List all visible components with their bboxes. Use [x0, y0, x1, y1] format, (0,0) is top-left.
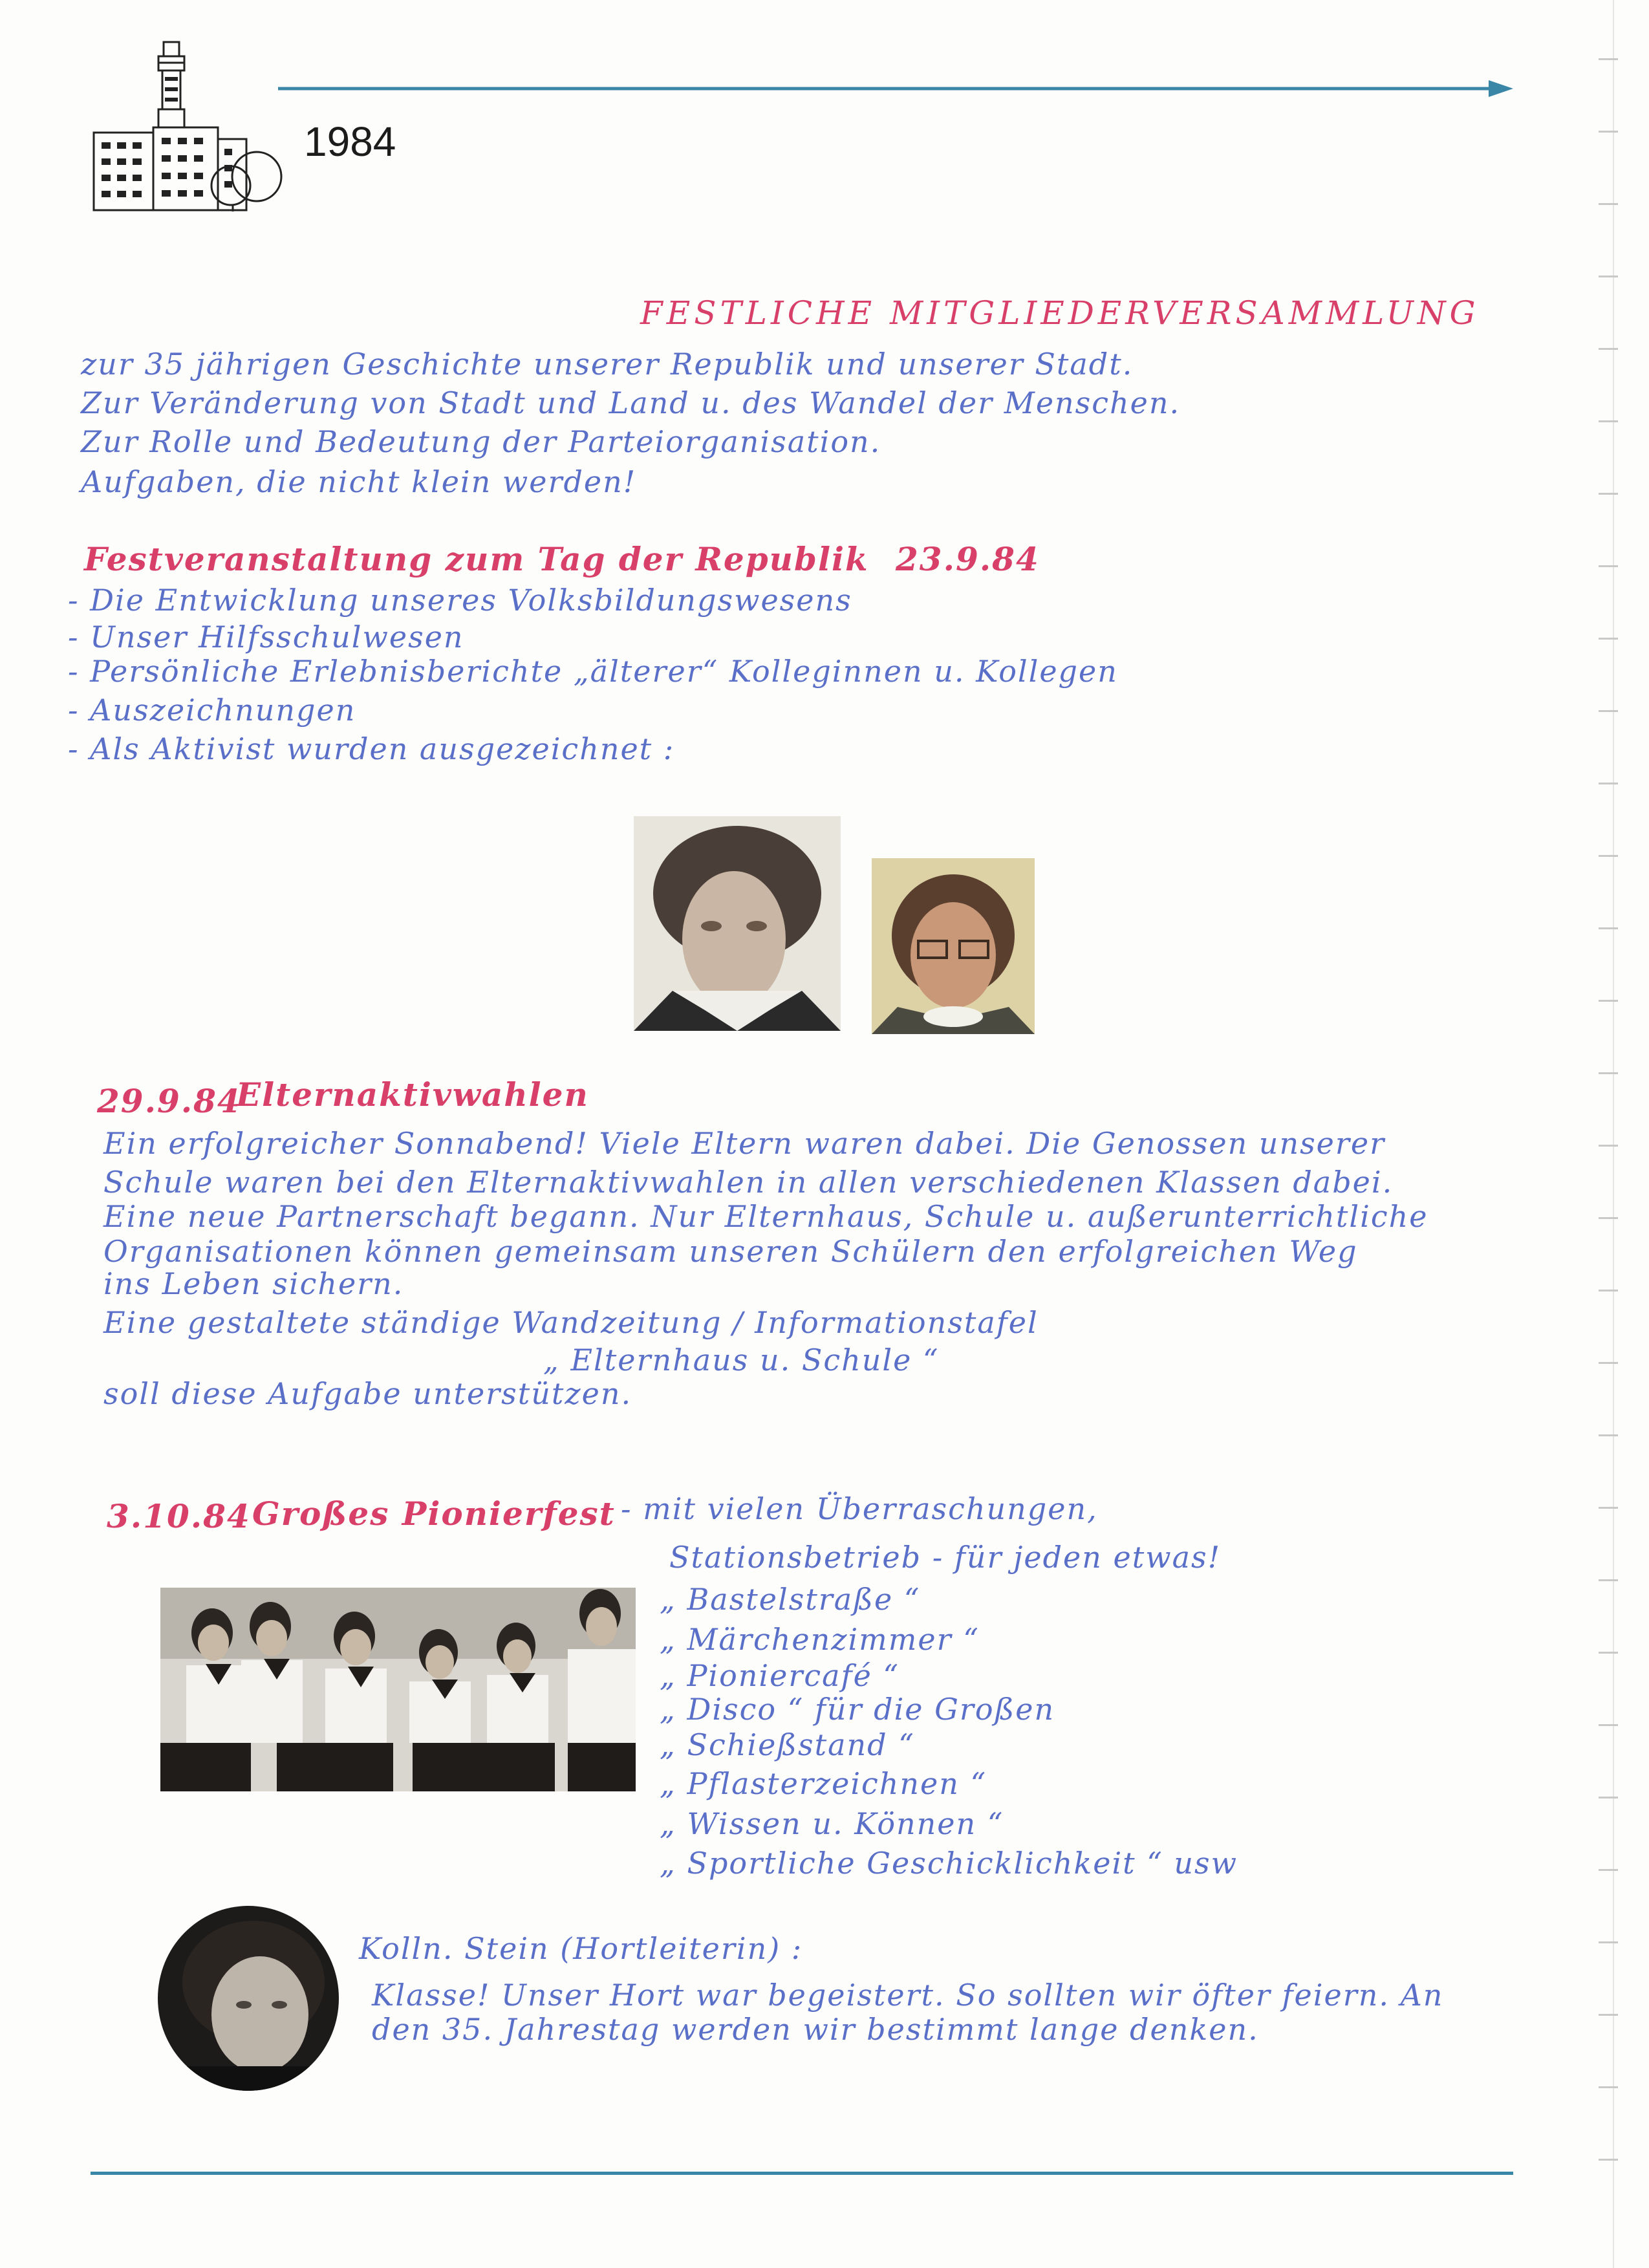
section2-item-5: - Als Aktivist wurden ausgezeichnet :: [68, 731, 675, 766]
binder-tick-mark: [1599, 855, 1618, 857]
section4-item-3: „ Pioniercafé “: [660, 1658, 900, 1693]
binder-tick-mark: [1599, 565, 1618, 567]
section1-line-4: Aufgaben, die nicht klein werden!: [81, 464, 637, 499]
binder-tick-mark: [1599, 710, 1618, 712]
section3-line-1: Ein erfolgreicher Sonnabend! Viele Eltern waren dabei. Die Genossen unserer: [103, 1126, 1386, 1161]
section1-line-3: Zur Rolle und Bedeutung der Parteiorganisation.: [81, 424, 881, 459]
hortleiterin-portrait: [156, 1905, 341, 2092]
section3-line-5: ins Leben sichern.: [103, 1266, 404, 1301]
binder-tick-mark: [1599, 131, 1618, 133]
binder-edge-line: [1613, 0, 1614, 2268]
section2-item-1: - Die Entwicklung unseres Volksbildungswesens: [68, 583, 852, 618]
binder-tick-mark: [1599, 1217, 1618, 1219]
quote-line-2: den 35. Jahrestag werden wir bestimmt lange denken.: [372, 2012, 1259, 2047]
tower-building-logo: [87, 36, 294, 217]
binder-tick-mark: [1599, 1652, 1618, 1654]
section4-item-1: „ Bastelstraße “: [660, 1582, 921, 1617]
binder-edge: [1558, 0, 1649, 2268]
section3-date: 29.9.84: [97, 1082, 241, 1120]
section4-item-8: „ Sportliche Geschicklichkeit “ usw: [660, 1846, 1238, 1881]
top-rule-arrow: [278, 79, 1513, 98]
section3-title: Elternaktivwahlen: [236, 1075, 589, 1114]
section2-item-3: - Persönliche Erlebnisberichte „älterer“ Kolleginnen u. Kollegen: [68, 654, 1118, 689]
binder-tick-mark: [1599, 1869, 1618, 1871]
binder-tick-mark: [1599, 348, 1618, 350]
section4-item-6: „ Pflasterzeichnen “: [660, 1766, 987, 1801]
binder-tick-mark: [1599, 783, 1618, 784]
section2-item-4: - Auszeichnungen: [68, 693, 356, 728]
binder-tick-mark: [1599, 1000, 1618, 1002]
year-label: 1984: [304, 118, 396, 165]
section1-line-1: zur 35 jährigen Geschichte unserer Republik und unserer Stadt.: [81, 347, 1134, 382]
binder-tick-mark: [1599, 2159, 1618, 2161]
section4-title: Großes Pionierfest: [252, 1495, 616, 1533]
section2-date: 23.9.84: [896, 540, 1040, 578]
section3-line-8: soll diese Aufgabe unterstützen.: [103, 1376, 632, 1411]
binder-tick-mark: [1599, 58, 1618, 60]
portrait-photo-2: [872, 858, 1035, 1034]
section4-item-7: „ Wissen u. Können “: [660, 1806, 1004, 1841]
portrait-photo-1: [634, 816, 841, 1031]
section3-line-6: Eine gestaltete ständige Wandzeitung / Informationstafel: [103, 1305, 1039, 1340]
binder-tick-mark: [1599, 1072, 1618, 1074]
section3-line-7: „ Elternhaus u. Schule “: [543, 1343, 940, 1377]
pioneer-group-photo: [160, 1588, 636, 1791]
binder-tick-mark: [1599, 1434, 1618, 1436]
section4-item-4: „ Disco “ für die Großen: [660, 1692, 1055, 1727]
section4-subtitle: Stationsbetrieb - für jeden etwas!: [669, 1540, 1222, 1575]
section3-line-4: Organisationen können gemeinsam unseren Schülern den erfolgreichen Weg: [103, 1234, 1358, 1269]
section4-date: 3.10.84: [107, 1497, 251, 1535]
binder-tick-mark: [1599, 420, 1618, 422]
section3-line-3: Eine neue Partnerschaft begann. Nur Elternhaus, Schule u. außerunterrichtliche: [103, 1199, 1428, 1234]
section4-intro: - mit vielen Überraschungen,: [621, 1491, 1098, 1526]
section1-title: FESTLICHE MITGLIEDERVERSAMMLUNG: [640, 294, 1480, 332]
section2-item-2: - Unser Hilfsschulwesen: [68, 620, 464, 654]
section3-line-2: Schule waren bei den Elternaktivwahlen in allen verschiedenen Klassen dabei.: [103, 1165, 1394, 1200]
binder-tick-mark: [1599, 1362, 1618, 1364]
binder-tick-mark: [1599, 638, 1618, 640]
binder-tick-mark: [1599, 1290, 1618, 1291]
binder-tick-mark: [1599, 493, 1618, 495]
binder-tick-mark: [1599, 203, 1618, 205]
binder-tick-mark: [1599, 1724, 1618, 1726]
quote-author: Kolln. Stein (Hortleiterin) :: [359, 1931, 803, 1966]
quote-line-1: Klasse! Unser Hort war begeistert. So sollten wir öfter feiern. An: [372, 1978, 1444, 2013]
section4-item-2: „ Märchenzimmer “: [660, 1622, 980, 1657]
section4-item-5: „ Schießstand “: [660, 1727, 915, 1762]
binder-tick-mark: [1599, 1145, 1618, 1147]
binder-tick-mark: [1599, 2014, 1618, 2016]
binder-tick-mark: [1599, 1941, 1618, 1943]
binder-tick-mark: [1599, 1507, 1618, 1509]
section2-title: Festveranstaltung zum Tag der Republik: [84, 540, 869, 578]
binder-tick-mark: [1599, 275, 1618, 277]
binder-tick-mark: [1599, 927, 1618, 929]
section1-line-2: Zur Veränderung von Stadt und Land u. des Wandel der Menschen.: [81, 385, 1181, 420]
binder-tick-mark: [1599, 1579, 1618, 1581]
binder-tick-mark: [1599, 1797, 1618, 1798]
binder-tick-mark: [1599, 2086, 1618, 2088]
bottom-rule: [91, 2172, 1513, 2175]
